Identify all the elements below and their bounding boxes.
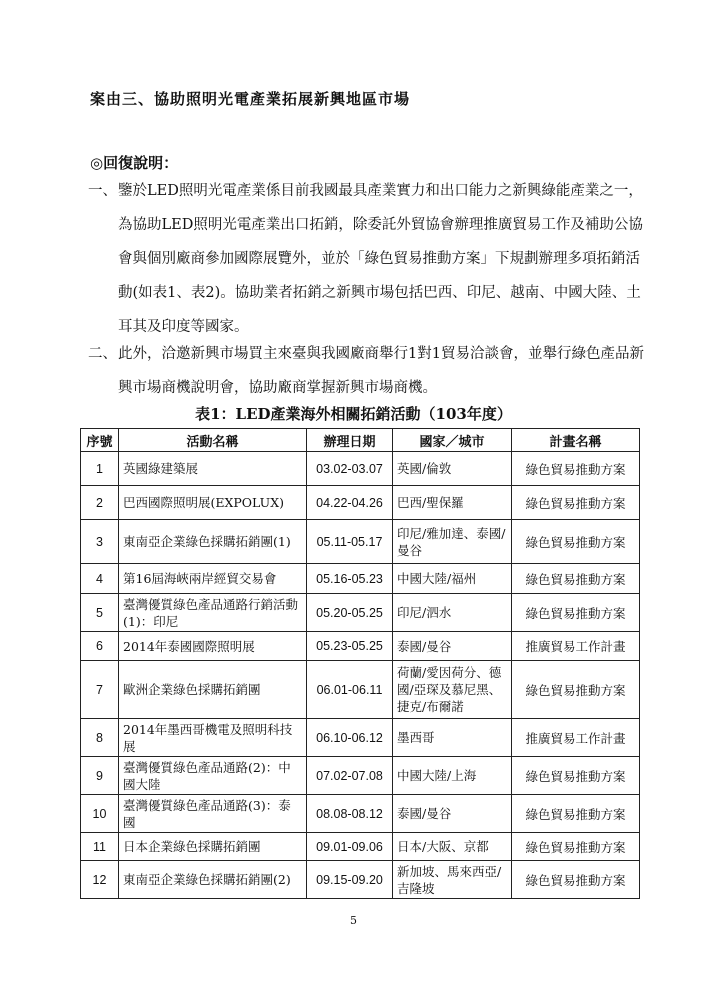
cell-name: 2014年泰國國際照明展: [119, 632, 307, 661]
table-row: [81, 564, 640, 594]
header-plan: 計畫名稱: [512, 429, 640, 452]
cell-no: 11: [81, 833, 119, 861]
cell-location: 印尼/雅加達、泰國/曼谷: [393, 520, 512, 564]
cell-date: 05.16-05.23: [307, 564, 393, 594]
cell-date: 07.02-07.08: [307, 757, 393, 795]
cell-location: 新加坡、馬來西亞/吉隆坡: [393, 861, 512, 899]
paragraph-text: 鑒於LED照明光電產業係目前我國最具產業實力和出口能力之新興綠能產業之一，為協助LED照明光電產業出口拓銷，除委託外貿協會辦理推廣貿易工作及補助公協會與個別廠商參加國際展覽外，並於「綠色貿易推動方案」下規劃辦理多項拓銷活動(如表1、表2)。協助業者拓銷之新興市場包括巴西、印尼、越南、中國大陸、土耳其及印度等國家。: [118, 183, 643, 335]
cell-location: 日本/大阪、京都: [393, 833, 512, 861]
cell-date: 03.02-03.07: [307, 452, 393, 486]
paragraph-number: 二、: [88, 346, 117, 362]
cell-name: 東南亞企業綠色採購拓銷團(1): [119, 520, 307, 564]
cell-location: 中國大陸/上海: [393, 757, 512, 795]
table-row: [81, 632, 640, 661]
cell-plan: 綠色貿易推動方案: [512, 757, 640, 795]
cell-plan: 綠色貿易推動方案: [512, 486, 640, 520]
cell-plan: 綠色貿易推動方案: [512, 861, 640, 899]
cell-no: 2: [81, 486, 119, 520]
cell-location: 泰國/曼谷: [393, 632, 512, 661]
cell-plan: 綠色貿易推動方案: [512, 833, 640, 861]
cell-name: 日本企業綠色採購拓銷團: [119, 833, 307, 861]
cell-name: 臺灣優質綠色產品通路(2)：中國大陸: [119, 757, 307, 795]
header-name: 活動名稱: [119, 429, 307, 452]
cell-no: 1: [81, 452, 119, 486]
cell-location: 中國大陸/福州: [393, 564, 512, 594]
table-row: [81, 833, 640, 861]
cell-date: 08.08-08.12: [307, 795, 393, 833]
header-date: 辦理日期: [307, 429, 393, 452]
cell-name: 第16屆海峽兩岸經貿交易會: [119, 564, 307, 594]
cell-plan: 綠色貿易推動方案: [512, 520, 640, 564]
table-row: [81, 452, 640, 486]
paragraph-2: [88, 337, 648, 405]
cell-plan: 綠色貿易推動方案: [512, 452, 640, 486]
header-no: 序號: [81, 429, 119, 452]
table-caption: 表1：LED產業海外相關拓銷活動（103年度）: [195, 405, 512, 423]
cell-no: 7: [81, 661, 119, 719]
cell-no: 5: [81, 594, 119, 632]
cell-plan: 綠色貿易推動方案: [512, 795, 640, 833]
cell-date: 09.01-09.06: [307, 833, 393, 861]
cell-name: 巴西國際照明展(EXPOLUX): [119, 486, 307, 520]
cell-plan: 綠色貿易推動方案: [512, 661, 640, 719]
cell-no: 3: [81, 520, 119, 564]
cell-plan: 推廣貿易工作計畫: [512, 632, 640, 661]
cell-no: 6: [81, 632, 119, 661]
table-row: [81, 594, 640, 632]
header-location: 國家／城市: [393, 429, 512, 452]
cell-plan: 綠色貿易推動方案: [512, 594, 640, 632]
cell-date: 05.11-05.17: [307, 520, 393, 564]
cell-location: 泰國/曼谷: [393, 795, 512, 833]
table-header-row: [81, 429, 640, 452]
cell-name: 歐洲企業綠色採購拓銷團: [119, 661, 307, 719]
table-row: [81, 661, 640, 719]
paragraph-text: 此外，洽邀新興市場買主來臺與我國廠商舉行1對1貿易洽談會，並舉行綠色產品新興市場商機說明會，協助廠商掌握新興市場商機。: [118, 346, 644, 396]
cell-date: 06.10-06.12: [307, 719, 393, 757]
paragraph-1: [88, 174, 648, 344]
cell-name: 東南亞企業綠色採購拓銷團(2): [119, 861, 307, 899]
paragraph-number: 一、: [88, 183, 117, 199]
reply-title: ◎回復說明：: [90, 154, 179, 172]
table-row: [81, 795, 640, 833]
cell-name: 2014年墨西哥機電及照明科技展: [119, 719, 307, 757]
cell-no: 4: [81, 564, 119, 594]
cell-date: 06.01-06.11: [307, 661, 393, 719]
table-row: [81, 757, 640, 795]
cell-no: 10: [81, 795, 119, 833]
cell-no: 8: [81, 719, 119, 757]
cell-date: 09.15-09.20: [307, 861, 393, 899]
cell-name: 臺灣優質綠色產品通路(3)：泰國: [119, 795, 307, 833]
cell-location: 巴西/聖保羅: [393, 486, 512, 520]
activity-table: [80, 428, 640, 899]
cell-location: 荷蘭/愛因荷分、德國/亞琛及慕尼黑、捷克/布爾諾: [393, 661, 512, 719]
cell-name: 臺灣優質綠色產品通路行銷活動(1)：印尼: [119, 594, 307, 632]
cell-date: 05.23-05.25: [307, 632, 393, 661]
cell-location: 印尼/泗水: [393, 594, 512, 632]
cell-location: 墨西哥: [393, 719, 512, 757]
cell-date: 05.20-05.25: [307, 594, 393, 632]
case-title: 案由三、協助照明光電產業拓展新興地區市場: [90, 90, 411, 108]
table-row: [81, 520, 640, 564]
cell-location: 英國/倫敦: [393, 452, 512, 486]
table-row: [81, 719, 640, 757]
cell-plan: 推廣貿易工作計畫: [512, 719, 640, 757]
cell-plan: 綠色貿易推動方案: [512, 564, 640, 594]
page-number: 5: [350, 914, 357, 927]
table-row: [81, 486, 640, 520]
cell-date: 04.22-04.26: [307, 486, 393, 520]
cell-name: 英國綠建築展: [119, 452, 307, 486]
cell-no: 9: [81, 757, 119, 795]
cell-no: 12: [81, 861, 119, 899]
table-row: [81, 861, 640, 899]
